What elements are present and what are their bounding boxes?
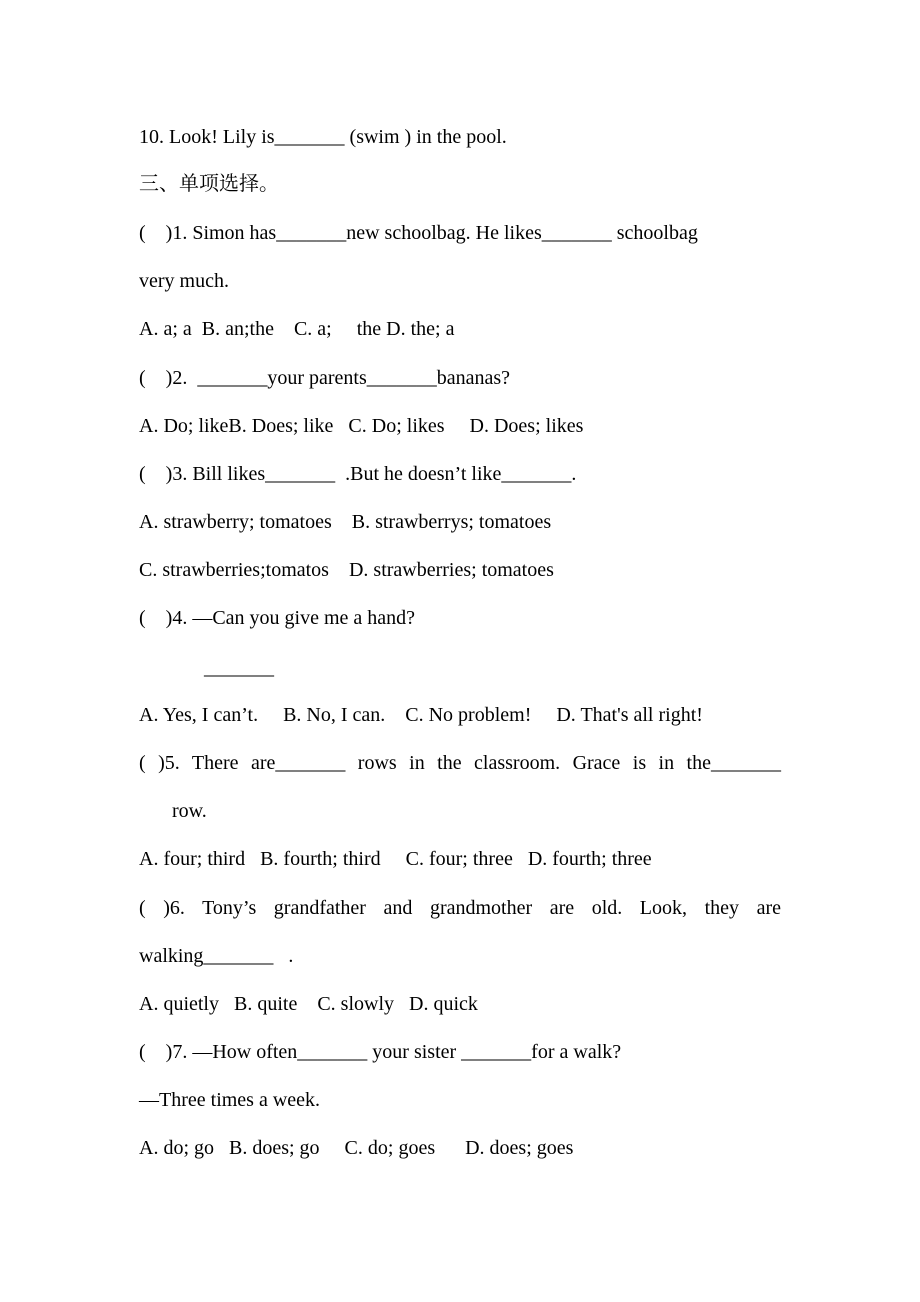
question-2: ( )2. _______your parents_______bananas? [139,367,511,389]
question-3-options-cd: C. strawberries;tomatos D. strawberries; tomatoes [139,559,554,581]
question-7-response: —Three times a week. [139,1089,321,1111]
question-1-continued: very much. [139,270,229,292]
question-4-options: A. Yes, I can’t. B. No, I can. C. No problem! D. That's all right! [139,704,703,726]
question-7-options: A. do; go B. does; go C. do; goes D. does; goes [139,1137,574,1159]
question-5-continued: row. [172,800,207,822]
question-1: ( )1. Simon has_______new schoolbag. He likes_______ schoolbag [139,222,698,244]
question-4-answer-blank: _______ [204,657,274,679]
question-4: ( )4. —Can you give me a hand? [139,607,416,629]
question-5: ( )5. There are_______ rows in the classroom. Grace is in the_______ [139,752,781,774]
question-5-options: A. four; third B. fourth; third C. four; three D. fourth; three [139,848,652,870]
section-heading: 三、单项选择。 [139,173,279,195]
question-6-continued: walking_______ . [139,945,294,967]
question-3-options-ab: A. strawberry; tomatoes B. strawberrys; tomatoes [139,511,552,533]
question-7: ( )7. —How often_______ your sister _______for a walk? [139,1041,622,1063]
question-6: ( )6. Tony’s grandfather and grandmother are old. Look, they are [139,897,781,919]
question-2-options: A. Do; likeB. Does; like C. Do; likes D. Does; likes [139,415,584,437]
question-3: ( )3. Bill likes_______ .But he doesn’t like_______. [139,463,577,485]
question-6-options: A. quietly B. quite C. slowly D. quick [139,993,478,1015]
question-1-options: A. a; a B. an;the C. a; the D. the; a [139,318,455,340]
question-10-fill-blank: 10. Look! Lily is_______ (swim ) in the pool. [139,126,507,148]
